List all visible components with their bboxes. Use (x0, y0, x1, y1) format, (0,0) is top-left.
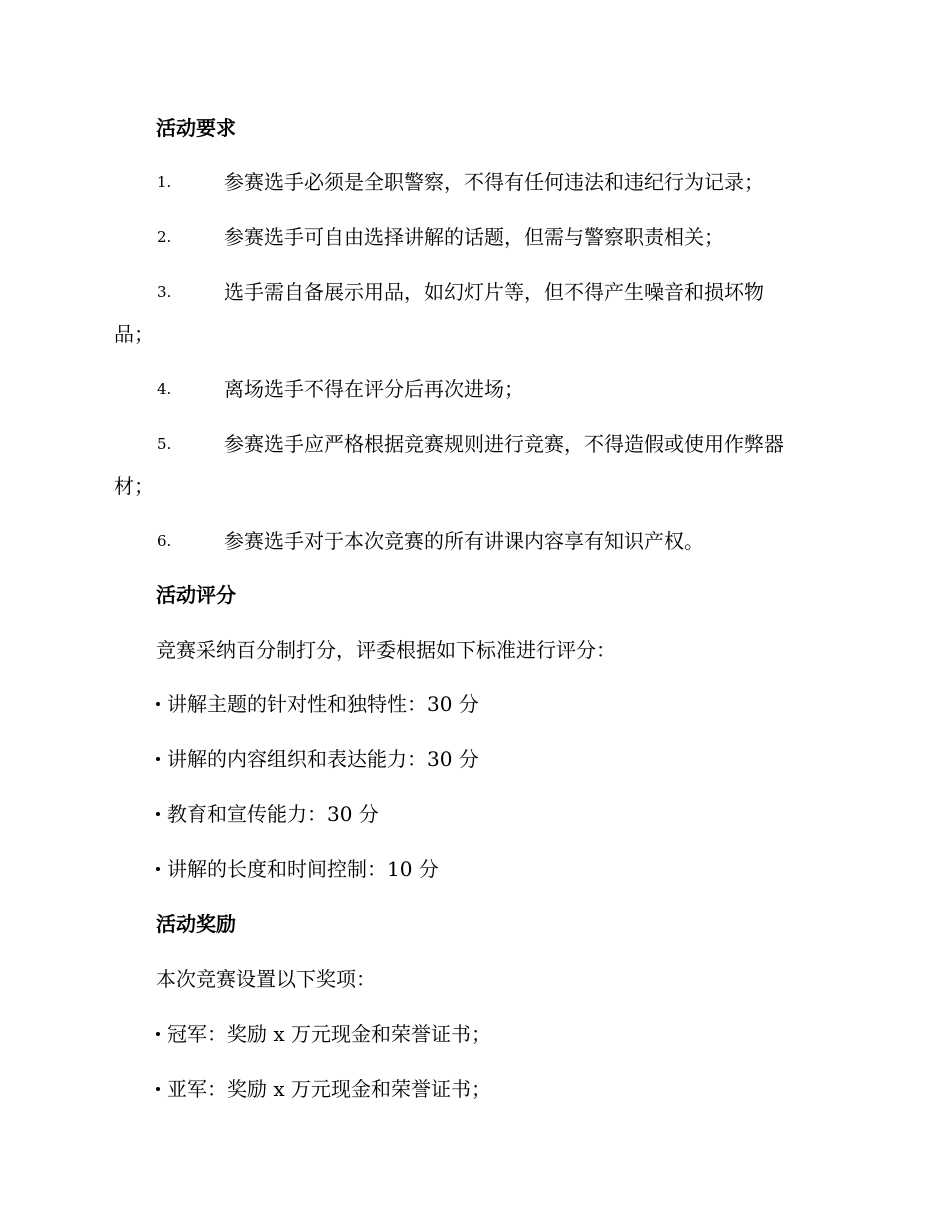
awards-intro: 本次竞赛设置以下奖项： (156, 967, 376, 991)
bullet-dot-icon (156, 867, 160, 871)
list-item-text-continued: 品； (114, 322, 154, 346)
list-item-text-continued: 材； (114, 474, 154, 498)
bullet-dot-icon (156, 1087, 160, 1091)
section-heading-scoring: 活动评分 (156, 583, 236, 607)
bullet-dot-icon (156, 812, 160, 816)
bullet-item (156, 1075, 491, 1103)
scoring-intro: 竞赛采纳百分制打分，评委根据如下标准进行评分： (156, 638, 616, 662)
list-item-text: 参赛选手对于本次竞赛的所有讲课内容享有知识产权。 (224, 529, 704, 553)
bullet-dot-icon (156, 757, 160, 761)
bullet-text: 讲解的长度和时间控制：10 分 (167, 857, 439, 881)
list-item-text: 离场选手不得在评分后再次进场； (224, 377, 524, 401)
list-item-number: 2. (157, 228, 172, 246)
bullet-text: 冠军：奖励 x 万元现金和荣誉证书； (167, 1022, 491, 1046)
bullet-item (156, 690, 479, 718)
bullet-text: 讲解的内容组织和表达能力：30 分 (167, 747, 479, 771)
list-item-number: 4. (157, 380, 172, 398)
bullet-text: 亚军：奖励 x 万元现金和荣誉证书； (167, 1077, 491, 1101)
bullet-text: 教育和宣传能力：30 分 (167, 802, 379, 826)
bullet-dot-icon (156, 702, 160, 706)
bullet-text: 讲解主题的针对性和独特性：30 分 (167, 692, 479, 716)
list-item-number: 1. (157, 173, 172, 191)
list-item-text: 选手需自备展示用品，如幻灯片等，但不得产生噪音和损坏物 (224, 280, 764, 304)
bullet-item (156, 855, 439, 883)
section-heading-requirements: 活动要求 (156, 116, 236, 140)
list-item-number: 6. (157, 532, 172, 550)
list-item-text: 参赛选手可自由选择讲解的话题，但需与警察职责相关； (224, 225, 724, 249)
bullet-item (156, 800, 379, 828)
list-item-number: 5. (157, 435, 172, 453)
list-item-text: 参赛选手应严格根据竞赛规则进行竞赛，不得造假或使用作弊器 (224, 432, 784, 456)
section-heading-awards: 活动奖励 (156, 912, 236, 936)
list-item-number: 3. (157, 283, 172, 301)
bullet-item (156, 745, 479, 773)
bullet-item (156, 1020, 491, 1048)
list-item-text: 参赛选手必须是全职警察，不得有任何违法和违纪行为记录； (224, 170, 764, 194)
bullet-dot-icon (156, 1032, 160, 1036)
